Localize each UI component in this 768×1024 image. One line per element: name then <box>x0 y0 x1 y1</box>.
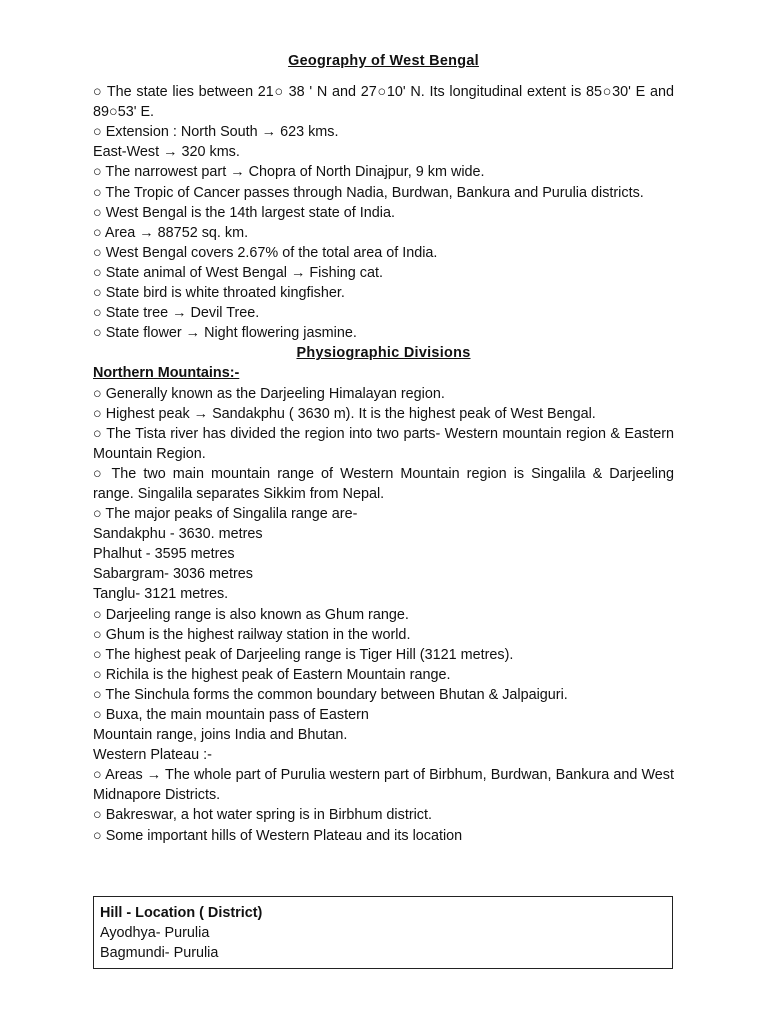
page-title: Geography of West Bengal <box>288 53 479 69</box>
peak-line: Sabargram- 3036 metres <box>93 566 253 583</box>
northern-line: ○ Darjeeling range is also known as Ghum range. <box>93 606 409 623</box>
intro-line-tropic: ○ The Tropic of Cancer passes through Nadia, Burdwan, Bankura and Purulia districts. <box>93 184 644 201</box>
intro-line-coverage: ○ West Bengal covers 2.67% of the total area of India. <box>93 244 438 261</box>
western-line: ○ Bakreswar, a hot water spring is in Birbhum district. <box>93 807 433 824</box>
northern-line: Mountain range, joins India and Bhutan. <box>93 727 348 744</box>
intro-line-area: ○ Area → 88752 sq. km. <box>93 224 249 241</box>
document-body <box>93 51 674 846</box>
northern-line: ○ The Sinchula forms the common boundary between Bhutan & Jalpaiguri. <box>93 686 568 703</box>
spacer <box>93 71 674 82</box>
intro-line-tree: ○ State tree → Devil Tree. <box>93 305 260 322</box>
intro-line-extension-ew: East-West → 320 kms. <box>93 144 240 161</box>
northern-line: ○ The Tista river has divided the region into two parts- Western mountain region & Eastern Mountain Region. <box>93 425 674 462</box>
hills-table-row: Bagmundi- Purulia <box>100 945 219 962</box>
northern-line: ○ The two main mountain range of Western Mountain region is Singalila & Darjeeling range. Singalila separates Sikkim from Nepal. <box>93 465 674 502</box>
western-heading: Western Plateau :- <box>93 747 212 764</box>
northern-line: ○ The major peaks of Singalila range are- <box>93 506 358 523</box>
section-heading: Physiographic Divisions <box>296 345 471 362</box>
intro-line-narrowest: ○ The narrowest part → Chopra of North Dinajpur, 9 km wide. <box>93 164 485 181</box>
western-line: ○ Some important hills of Western Plateau and its location <box>93 827 463 844</box>
peak-line: Phalhut - 3595 metres <box>93 546 235 563</box>
northern-line: ○ The highest peak of Darjeeling range is Tiger Hill (3121 metres). <box>93 646 514 663</box>
intro-line-flower: ○ State flower → Night flowering jasmine. <box>93 325 357 342</box>
northern-heading: Northern Mountains:- <box>93 365 240 382</box>
northern-line: ○ Highest peak → Sandakphu ( 3630 m). It is the highest peak of West Bengal. <box>93 405 596 422</box>
intro-line-bird: ○ State bird is white throated kingfisher. <box>93 285 345 302</box>
northern-list <box>93 384 674 746</box>
northern-line: ○ Generally known as the Darjeeling Himalayan region. <box>93 385 445 402</box>
intro-line-state-extent: ○ The state lies between 21○ 38 ' N and 27○10' N. Its longitudinal extent is 85○30' E and 89○53' E. <box>93 84 674 121</box>
intro-line-rank: ○ West Bengal is the 14th largest state of India. <box>93 204 396 221</box>
intro-list <box>93 82 674 343</box>
hills-table <box>93 896 673 969</box>
intro-line-animal: ○ State animal of West Bengal → Fishing cat. <box>93 264 383 281</box>
peak-line: Tanglu- 3121 metres. <box>93 586 229 603</box>
hills-table-header: Hill - Location ( District) <box>100 905 263 921</box>
intro-line-extension-ns: ○ Extension : North South → 623 kms. <box>93 124 339 141</box>
hills-table-row: Ayodhya- Purulia <box>100 925 210 942</box>
northern-line: ○ Buxa, the main mountain pass of Eastern <box>93 707 369 723</box>
western-line: ○ Areas → The whole part of Purulia western part of Birbhum, Burdwan, Bankura and West Midnapore Districts. <box>93 767 674 804</box>
northern-line: ○ Ghum is the highest railway station in the world. <box>93 626 411 643</box>
peak-line: Sandakphu - 3630. metres <box>93 526 263 543</box>
western-list <box>93 765 674 845</box>
northern-line: ○ Richila is the highest peak of Eastern Mountain range. <box>93 666 451 683</box>
